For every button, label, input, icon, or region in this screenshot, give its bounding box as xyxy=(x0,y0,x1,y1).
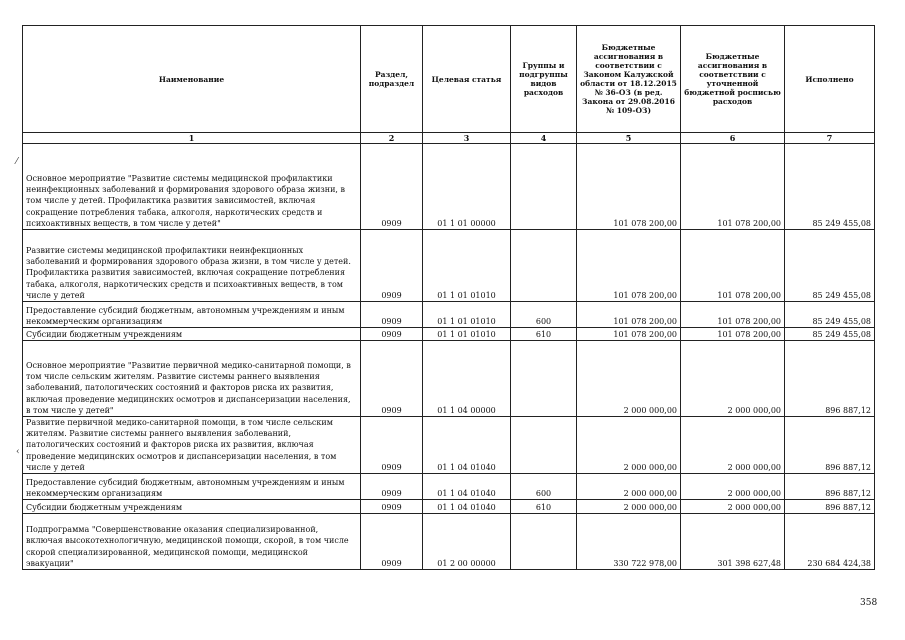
header-budget-refined: Бюджетные ассигнования в соответствии с уточненной бюджетной росписью расходов xyxy=(681,26,785,133)
row-target: 01 1 04 01040 xyxy=(423,500,511,514)
row-target: 01 1 01 01010 xyxy=(423,328,511,341)
row-section: 0909 xyxy=(361,474,423,500)
row-executed: 896 887,12 xyxy=(785,500,875,514)
row-target: 01 1 04 00000 xyxy=(423,341,511,417)
row-executed: 85 249 455,08 xyxy=(785,302,875,328)
row-section: 0909 xyxy=(361,514,423,570)
row-executed: 85 249 455,08 xyxy=(785,328,875,341)
row-executed: 896 887,12 xyxy=(785,417,875,474)
row-section: 0909 xyxy=(361,302,423,328)
row-section: 0909 xyxy=(361,328,423,341)
row-budget-refined: 2 000 000,00 xyxy=(681,341,785,417)
row-budget-refined: 101 078 200,00 xyxy=(681,144,785,230)
table-row xyxy=(23,417,875,474)
row-budget-law: 2 000 000,00 xyxy=(577,474,681,500)
row-target: 01 1 01 01010 xyxy=(423,302,511,328)
row-budget-refined: 2 000 000,00 xyxy=(681,417,785,474)
row-budget-law: 330 722 978,00 xyxy=(577,514,681,570)
row-budget-refined: 101 078 200,00 xyxy=(681,328,785,341)
row-executed: 85 249 455,08 xyxy=(785,230,875,302)
table-row xyxy=(23,302,875,328)
header-target: Целевая статья xyxy=(423,26,511,133)
row-budget-law: 101 078 200,00 xyxy=(577,328,681,341)
row-budget-refined: 301 398 627,48 xyxy=(681,514,785,570)
row-budget-law: 2 000 000,00 xyxy=(577,341,681,417)
header-budget-law: Бюджетные ассигнования в соответствии с Законом Калужской области от 18.12.2015 № 36-ОЗ (в ред. Закона от 29.08.2016 № 109-ОЗ) xyxy=(577,26,681,133)
row-name: Основное мероприятие "Развитие системы медицинской профилактики неинфекционных заболеваний и формирования здорового образа жизни, в том числе у детей. Профилактика развития зависимостей, включая сокращение потребления табака, алкоголя, наркотических средств и психоактивных веществ, в том числе у детей" xyxy=(23,144,361,230)
row-budget-refined: 2 000 000,00 xyxy=(681,500,785,514)
row-section: 0909 xyxy=(361,500,423,514)
row-group: 610 xyxy=(511,500,577,514)
column-number: 5 xyxy=(577,133,681,144)
table-row xyxy=(23,230,875,302)
row-group: 600 xyxy=(511,474,577,500)
row-name: Развитие системы медицинской профилактики неинфекционных заболеваний и формирования здорового образа жизни, в том числе у детей. Профилактика развития зависимостей, включая сокращение потребления табака, алкоголя, наркотических средств и психоактивных веществ, в том числе у детей xyxy=(23,230,361,302)
header-executed: Исполнено xyxy=(785,26,875,133)
row-executed: 230 684 424,38 xyxy=(785,514,875,570)
header-name: Наименование xyxy=(23,26,361,133)
row-budget-law: 101 078 200,00 xyxy=(577,144,681,230)
row-group xyxy=(511,417,577,474)
column-number-row xyxy=(23,133,875,144)
table-row xyxy=(23,514,875,570)
row-budget-refined: 101 078 200,00 xyxy=(681,302,785,328)
row-target: 01 1 04 01040 xyxy=(423,474,511,500)
column-number: 3 xyxy=(423,133,511,144)
row-group: 610 xyxy=(511,328,577,341)
row-target: 01 1 04 01040 xyxy=(423,417,511,474)
column-number: 2 xyxy=(361,133,423,144)
row-budget-refined: 101 078 200,00 xyxy=(681,230,785,302)
table-row xyxy=(23,328,875,341)
row-section: 0909 xyxy=(361,144,423,230)
row-section: 0909 xyxy=(361,341,423,417)
row-budget-law: 101 078 200,00 xyxy=(577,302,681,328)
budget-table xyxy=(22,25,875,570)
table-row xyxy=(23,144,875,230)
row-executed: 896 887,12 xyxy=(785,341,875,417)
row-budget-refined: 2 000 000,00 xyxy=(681,474,785,500)
row-budget-law: 101 078 200,00 xyxy=(577,230,681,302)
row-name: Субсидии бюджетным учреждениям xyxy=(23,500,361,514)
row-budget-law: 2 000 000,00 xyxy=(577,500,681,514)
row-group xyxy=(511,144,577,230)
row-group xyxy=(511,514,577,570)
column-number: 7 xyxy=(785,133,875,144)
margin-mark: ‹ xyxy=(16,447,20,457)
column-number: 1 xyxy=(23,133,361,144)
row-name: Подпрограмма "Совершенствование оказания специализированной, включая высокотехнологичную, медицинской помощи, скорой, в том числе скорой специализированной, медицинской помощи, медицинской эвакуации" xyxy=(23,514,361,570)
row-name: Развитие первичной медико-санитарной помощи, в том числе сельским жителям. Развитие системы раннего выявления заболеваний, патологических состояний и факторов риска их развития, включая проведение медицинских осмотров и диспансеризации населения, в том числе у детей xyxy=(23,417,361,474)
row-name: Предоставление субсидий бюджетным, автономным учреждениям и иным некоммерческим организациям xyxy=(23,474,361,500)
row-budget-law: 2 000 000,00 xyxy=(577,417,681,474)
table-row xyxy=(23,341,875,417)
margin-mark: ⁄ xyxy=(16,157,18,167)
table-row xyxy=(23,474,875,500)
row-name: Основное мероприятие "Развитие первичной медико-санитарной помощи, в том числе сельским жителям. Развитие системы раннего выявления заболеваний, патологических состояний и факторов риска их развития, включая проведение медицинских осмотров и диспансеризации населения, в том числе у детей" xyxy=(23,341,361,417)
row-target: 01 1 01 00000 xyxy=(423,144,511,230)
header-row xyxy=(23,26,875,133)
header-groups: Группы и подгруппы видов расходов xyxy=(511,26,577,133)
row-section: 0909 xyxy=(361,417,423,474)
row-section: 0909 xyxy=(361,230,423,302)
header-section: Раздел, подраздел xyxy=(361,26,423,133)
column-number: 6 xyxy=(681,133,785,144)
row-group xyxy=(511,341,577,417)
row-name: Предоставление субсидий бюджетным, автономным учреждениям и иным некоммерческим организациям xyxy=(23,302,361,328)
row-executed: 85 249 455,08 xyxy=(785,144,875,230)
row-group xyxy=(511,230,577,302)
row-target: 01 2 00 00000 xyxy=(423,514,511,570)
column-number: 4 xyxy=(511,133,577,144)
row-executed: 896 887,12 xyxy=(785,474,875,500)
page-number: 358 xyxy=(860,598,878,608)
table-row xyxy=(23,500,875,514)
row-target: 01 1 01 01010 xyxy=(423,230,511,302)
row-group: 600 xyxy=(511,302,577,328)
row-name: Субсидии бюджетным учреждениям xyxy=(23,328,361,341)
